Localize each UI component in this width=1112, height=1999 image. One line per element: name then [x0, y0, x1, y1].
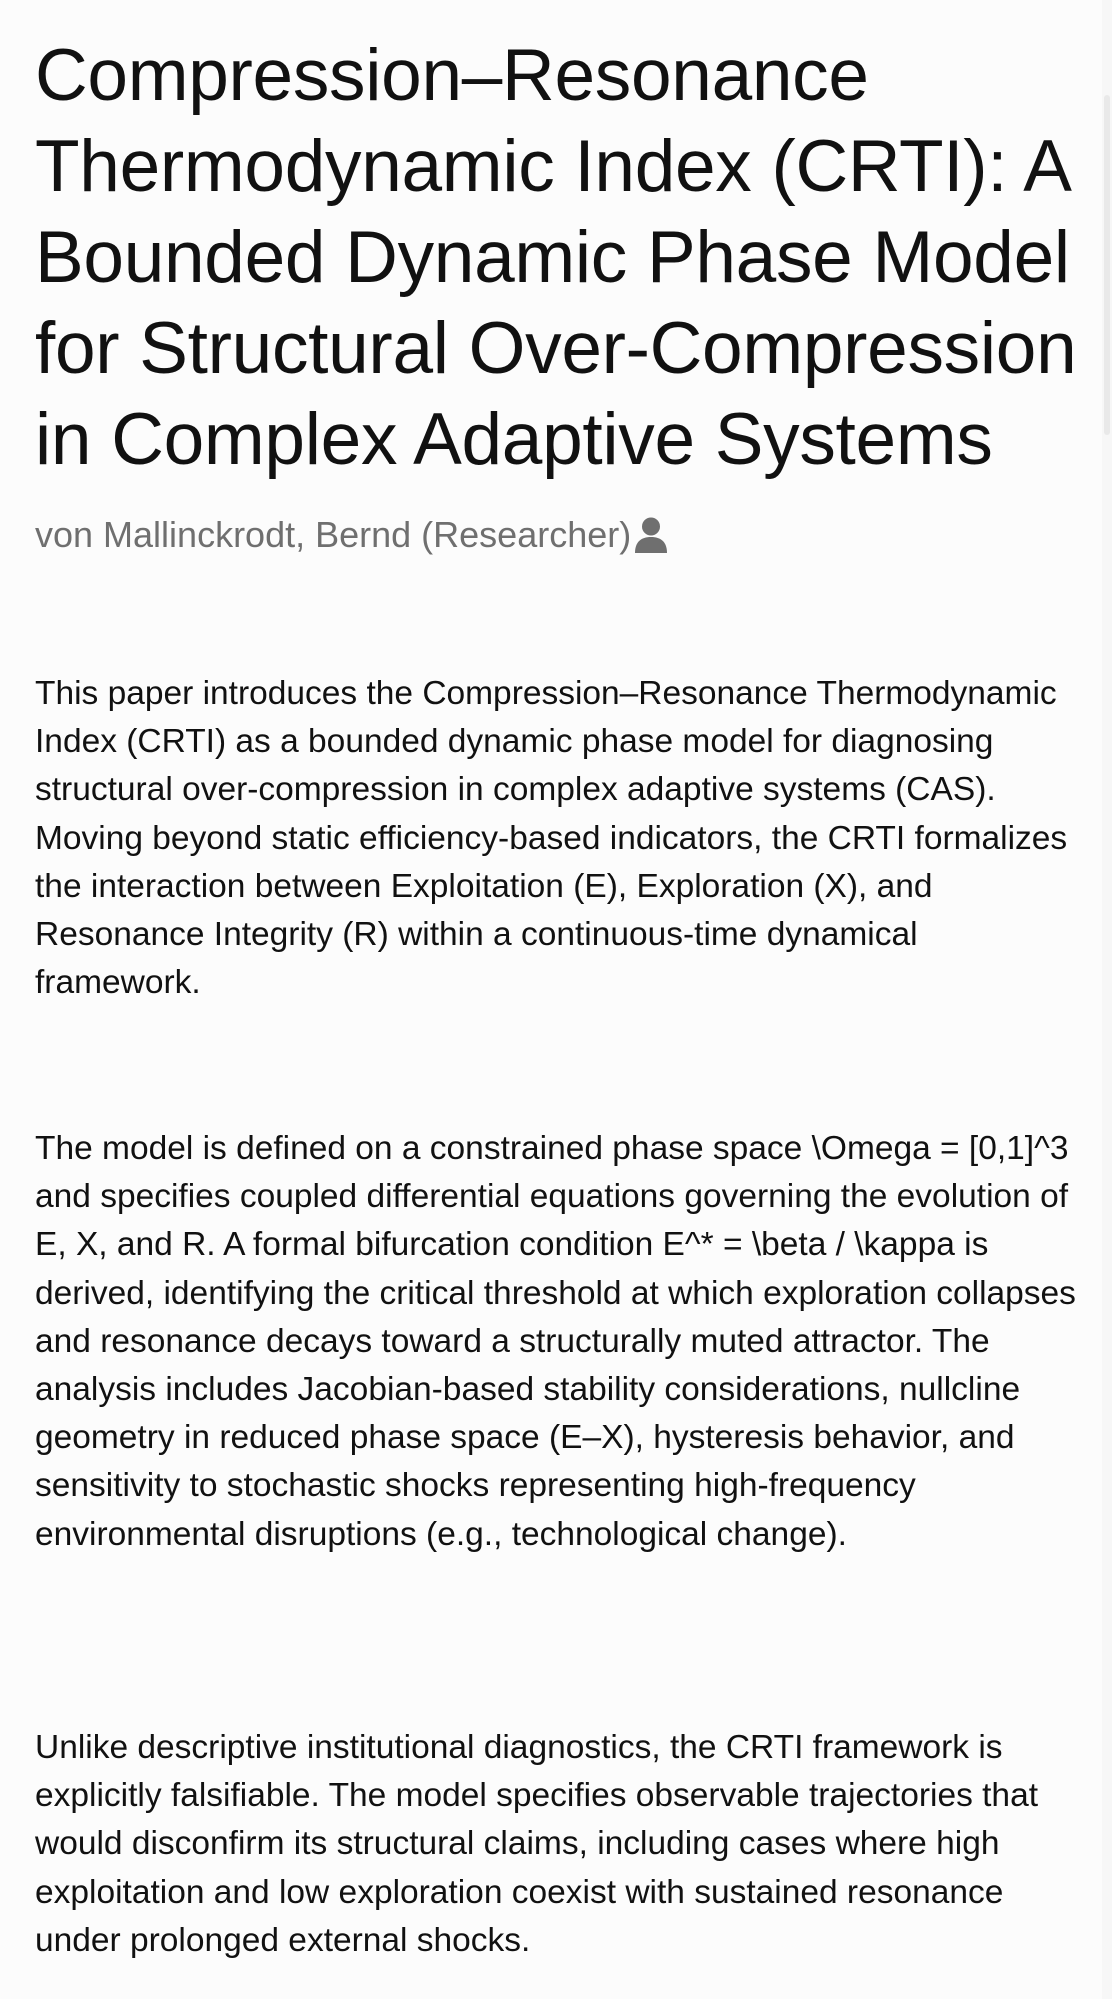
author-name: von Mallinckrodt, Bernd (Researcher) [35, 514, 632, 555]
author-line [35, 513, 1080, 557]
abstract-paragraph: The model is defined on a constrained phase space \Omega = [0,1]^3 and specifies coupled differential equations governing the evolution of E, X, and R. A formal bifurcation condition E^* = \beta / \kappa is derived, identifying the critical threshold at which exploration collapses and resonance decays toward a structurally muted attractor. The analysis includes Jacobian-based stability considerations, nullcline geometry in reduced phase space (E–X), hysteresis behavior, and sensitivity to stochastic shocks representing high-frequency environmental disruptions (e.g., technological change). [35, 1130, 1076, 1553]
scrollbar-thumb[interactable] [1104, 95, 1110, 435]
scrollbar[interactable] [1102, 0, 1112, 1999]
document-content [35, 30, 1080, 1959]
document-title: Compression–Resonance Thermodynamic Index (CRTI): A Bounded Dynamic Phase Model for Structural Over-Compression in Complex Adaptive Systems [35, 35, 1077, 480]
abstract-paragraph: This paper introduces the Compression–Resonance Thermodynamic Index (CRTI) as a bounded dynamic phase model for diagnosing structural over-compression in complex adaptive systems (CAS). Moving beyond static efficiency-based indicators, the CRTI formalizes the interaction between Exploitation (E), Exploration (X), and Resonance Integrity (R) within a continuous-time dynamical framework. [35, 675, 1068, 1002]
abstract-paragraph: Unlike descriptive institutional diagnostics, the CRTI framework is explicitly falsifiable. The model specifies observable trajectories that would disconfirm its structural claims, including cases where high exploitation and low exploration coexist with sustained resonance under prolonged external shocks. [35, 1729, 1039, 1959]
person-icon[interactable] [633, 516, 669, 554]
